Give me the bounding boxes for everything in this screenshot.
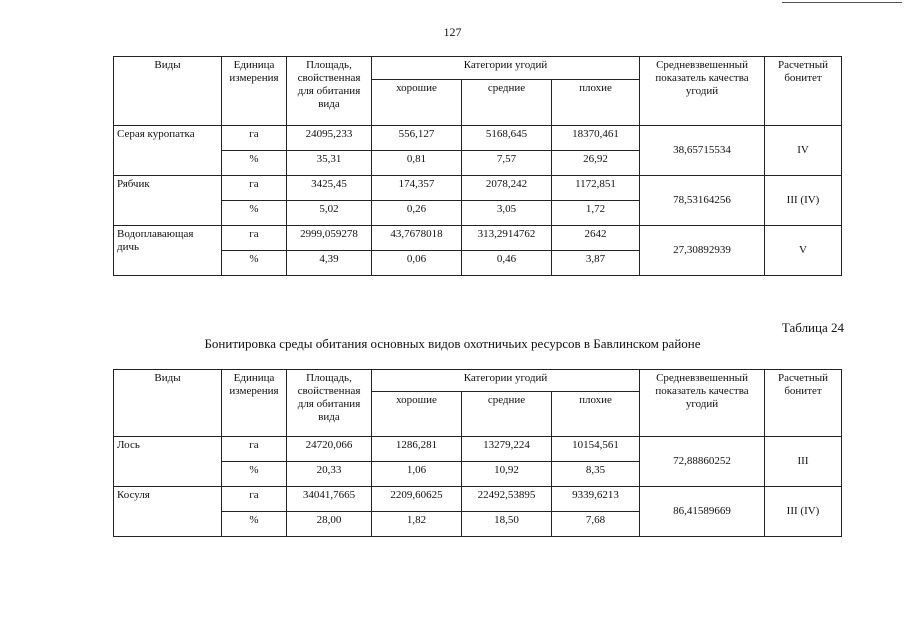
medium-cell: 0,46 (462, 251, 552, 276)
area-cell: 20,33 (287, 462, 372, 487)
species-cell: Косуля (114, 487, 222, 537)
header-good: хорошие (372, 80, 462, 126)
species-cell: Лось (114, 437, 222, 487)
unit-cell: га (222, 176, 287, 201)
good-cell: 0,26 (372, 201, 462, 226)
header-medium: средние (462, 80, 552, 126)
header-quality: Средневзвешенный показатель качества угодий (640, 57, 765, 126)
top-rule (782, 2, 902, 3)
table-row (114, 437, 842, 462)
good-cell: 1286,281 (372, 437, 462, 462)
header-poor: плохие (552, 392, 640, 437)
good-cell: 174,357 (372, 176, 462, 201)
medium-cell: 13279,224 (462, 437, 552, 462)
bonitet-cell: IV (765, 126, 842, 176)
area-cell: 2999,059278 (287, 226, 372, 251)
medium-cell: 22492,53895 (462, 487, 552, 512)
poor-cell: 9339,6213 (552, 487, 640, 512)
header-unit: Единица измерения (222, 370, 287, 437)
header-bonitet: Расчетный бонитет (765, 57, 842, 126)
medium-cell: 3,05 (462, 201, 552, 226)
poor-cell: 3,87 (552, 251, 640, 276)
quality-cell: 86,41589669 (640, 487, 765, 537)
unit-cell: га (222, 437, 287, 462)
header-categories: Категории угодий (372, 370, 640, 392)
quality-cell: 38,65715534 (640, 126, 765, 176)
bonitet-cell: V (765, 226, 842, 276)
area-cell: 28,00 (287, 512, 372, 537)
medium-cell: 18,50 (462, 512, 552, 537)
table-row (114, 176, 842, 201)
good-cell: 556,127 (372, 126, 462, 151)
header-species: Виды (114, 370, 222, 437)
header-unit: Единица измерения (222, 57, 287, 126)
good-cell: 0,06 (372, 251, 462, 276)
good-cell: 1,82 (372, 512, 462, 537)
area-cell: 24720,066 (287, 437, 372, 462)
header-area: Площадь, свойственная для обитания вида (287, 370, 372, 437)
poor-cell: 2642 (552, 226, 640, 251)
medium-cell: 5168,645 (462, 126, 552, 151)
page-number: 127 (443, 25, 462, 39)
unit-cell: га (222, 226, 287, 251)
medium-cell: 7,57 (462, 151, 552, 176)
unit-cell: % (222, 151, 287, 176)
area-cell: 35,31 (287, 151, 372, 176)
table-number: Таблица 24 (781, 320, 844, 335)
unit-cell: % (222, 512, 287, 537)
bonitet-table-2 (113, 369, 842, 537)
header-poor: плохие (552, 80, 640, 126)
area-cell: 3425,45 (287, 176, 372, 201)
poor-cell: 10154,561 (552, 437, 640, 462)
poor-cell: 1,72 (552, 201, 640, 226)
area-cell: 34041,7665 (287, 487, 372, 512)
header-good: хорошие (372, 392, 462, 437)
unit-cell: га (222, 487, 287, 512)
area-cell: 24095,233 (287, 126, 372, 151)
unit-cell: % (222, 462, 287, 487)
area-cell: 4,39 (287, 251, 372, 276)
good-cell: 1,06 (372, 462, 462, 487)
poor-cell: 18370,461 (552, 126, 640, 151)
table-row (114, 487, 842, 512)
unit-cell: га (222, 126, 287, 151)
quality-cell: 27,30892939 (640, 226, 765, 276)
species-cell: Серая куропатка (114, 126, 222, 176)
good-cell: 0,81 (372, 151, 462, 176)
medium-cell: 313,2914762 (462, 226, 552, 251)
good-cell: 2209,60625 (372, 487, 462, 512)
area-cell: 5,02 (287, 201, 372, 226)
medium-cell: 2078,242 (462, 176, 552, 201)
bonitet-cell: III (765, 437, 842, 487)
poor-cell: 7,68 (552, 512, 640, 537)
bonitet-cell: III (IV) (765, 487, 842, 537)
header-medium: средние (462, 392, 552, 437)
species-cell: Рябчик (114, 176, 222, 226)
good-cell: 43,7678018 (372, 226, 462, 251)
poor-cell: 26,92 (552, 151, 640, 176)
header-categories: Категории угодий (372, 57, 640, 80)
table-row (114, 126, 842, 151)
poor-cell: 1172,851 (552, 176, 640, 201)
header-species: Виды (114, 57, 222, 126)
header-quality: Средневзвешенный показатель качества угодий (640, 370, 765, 437)
species-cell: Водоплавающая дичь (114, 226, 222, 276)
table-row (114, 226, 842, 251)
quality-cell: 78,53164256 (640, 176, 765, 226)
quality-cell: 72,88860252 (640, 437, 765, 487)
unit-cell: % (222, 251, 287, 276)
bonitet-table-1 (113, 56, 842, 276)
header-area: Площадь, свойственная для обитания вида (287, 57, 372, 126)
poor-cell: 8,35 (552, 462, 640, 487)
bonitet-cell: III (IV) (765, 176, 842, 226)
header-bonitet: Расчетный бонитет (765, 370, 842, 437)
medium-cell: 10,92 (462, 462, 552, 487)
table-title: Бонитировка среды обитания основных видов охотничьих ресурсов в Бавлинском районе (204, 336, 701, 351)
unit-cell: % (222, 201, 287, 226)
